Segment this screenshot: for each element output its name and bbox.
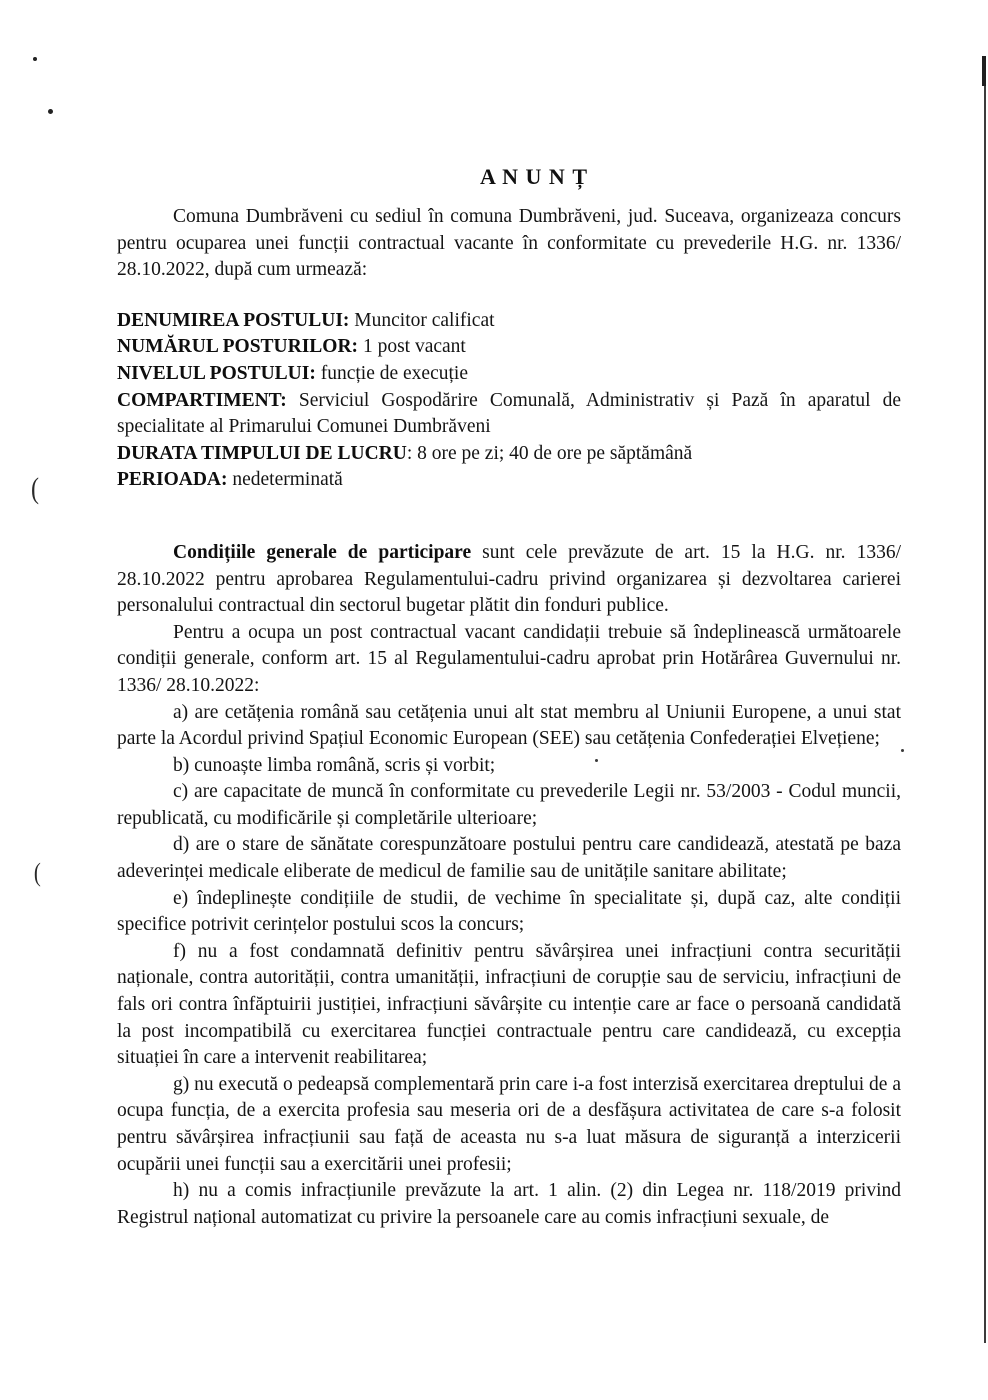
- paragraph-general-conditions: [117, 540, 901, 620]
- job-detail-row-numar: [117, 334, 901, 361]
- job-detail-label: DENUMIREA POSTULUI:: [117, 309, 350, 331]
- document-body: [117, 162, 901, 1231]
- job-detail-row-perioada: [117, 467, 901, 494]
- job-detail-label: COMPARTIMENT:: [117, 389, 287, 411]
- job-detail-value: 1 post vacant: [358, 336, 466, 358]
- job-detail-value: funcție de execuție: [315, 362, 468, 384]
- intro-paragraph: Comuna Dumbrăveni cu sediul în comuna Dumbrăveni, jud. Suceava, organizeaza concurs pentru ocuparea unei funcții contractual vacante în conformitate cu prevederile H.G. nr. 1336/ 28.10.2022, după cum urmează:: [117, 206, 901, 281]
- job-detail-label: PERIOADA:: [117, 469, 228, 491]
- scan-speck: [33, 57, 37, 61]
- pen-mark-left-margin: (: [33, 858, 41, 887]
- job-detail-row-durata: [117, 441, 901, 468]
- job-detail-label: NIVELUL POSTULUI:: [117, 362, 316, 384]
- job-detail-value: Serviciul Gospodărire Comunală, Administrativ și Pază în aparatul de specialitate al Primarului Comunei Dumbrăveni: [117, 389, 901, 438]
- pen-mark-left-margin: (: [31, 472, 39, 505]
- scan-edge-blob: [982, 56, 986, 86]
- job-detail-value: Muncitor calificat: [349, 309, 495, 331]
- list-item-c: c) are capacitate de muncă în conformitate cu prevederile Legii nr. 53/2003 - Codul muncii, republicată, cu modificările și completările ulterioare;: [117, 781, 901, 829]
- job-detail-label: DURATA TIMPULUI DE LUCRU: [117, 442, 407, 464]
- list-item-f: f) nu a fost condamnată definitiv pentru săvârșirea unei infracțiuni contra securității naționale, contra autorității, contra umanității, infracțiuni de corupție sau de serviciu, infracțiuni de fals ori contra înfăptuirii justiției, infracțiuni săvârșite cu intenție care ar face o persoană candidată la post incompatibilă cu exercitarea funcției contractuale pentru care candidează, cu excepția situației în care a intervenit reabilitarea;: [117, 940, 901, 1069]
- job-detail-value: nedeterminată: [227, 469, 343, 491]
- job-detail-row-denumire: [117, 308, 901, 335]
- list-item-h: h) nu a comis infracțiunile prevăzute la art. 1 alin. (2) din Legea nr. 118/2019 privind Registrul național automatizat cu privire la persoanele care au comis infracțiuni sexuale, de: [117, 1180, 901, 1228]
- paragraph-text: sunt cele prevăzute de art. 15 la H.G. nr. 1336/ 28.10.2022 pentru aprobarea Regulamentului-cadru privind organizarea și dezvoltarea carierei personalului contractual din sectorul bugetar plătit din fonduri publice.: [117, 541, 902, 617]
- job-detail-row-nivel: [117, 361, 901, 388]
- list-item-a: a) are cetățenia română sau cetățenia unui alt stat membru al Uniunii Europene, a unui stat parte la Acordul privind Spațiul Economic European (SEE) sau cetățenia Confederației Elvețiene;: [117, 701, 901, 750]
- paragraph-occupy-post: Pentru a ocupa un post contractual vacant candidații trebuie să îndeplinească următoarele condiții generale, conform art. 15 al Regulamentului-cadru aprobat prin Hotărârea Guvernului nr. 1336/ 28.10.2022:: [117, 621, 901, 696]
- job-detail-value: : 8 ore pe zi; 40 de ore pe săptămână: [406, 442, 693, 464]
- list-item-g: g) nu execută o pedeapsă complementară prin care i-a fost interzisă exercitarea dreptului de a ocupa funcția, de a exercita profesia sau meseria ori de a desfășura activitatea de care s-a folosit pentru săvârșirea infracțiunii sau față de aceasta nu s-a luat măsura de siguranță a interzicerii ocupării unei funcții sau a exercitării unei profesii;: [117, 1073, 901, 1175]
- job-detail-row-compartiment: [117, 388, 901, 441]
- scan-speck: [48, 109, 53, 114]
- list-item-e: e) îndeplinește condițiile de studii, de vechime în specialitate și, după caz, alte condiții specifice potrivit cerințelor postului scos la concurs;: [117, 887, 901, 936]
- scan-speck: [901, 749, 904, 752]
- document-title: A N U N Ț: [479, 164, 588, 189]
- job-details-block: [117, 308, 901, 494]
- job-detail-label: NUMĂRUL POSTURILOR:: [117, 336, 359, 358]
- list-item-b: b) cunoaște limba română, scris și vorbit;: [173, 754, 496, 776]
- list-item-d: d) are o stare de sănătate corespunzătoare postului pentru care candidează, atestată pe baza adeverinței medicale eliberate de medicul de familie sau de unitățile sanitare abilitate;: [117, 834, 901, 883]
- scan-edge-line: [984, 58, 986, 1343]
- paragraph-lead: Condițiile generale de participare: [173, 541, 472, 563]
